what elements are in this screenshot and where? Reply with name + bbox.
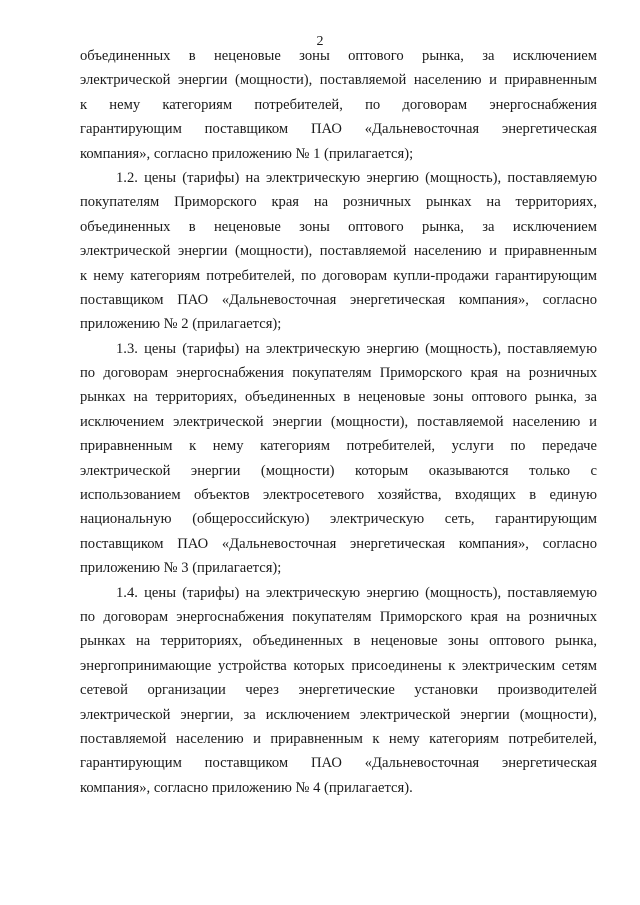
text-line: гарантирующим поставщиком ПАО «Дальневосточная энергетическая [80,121,597,138]
text-line: объединенных в неценовые зоны оптового рынка, за исключением [80,48,597,64]
text-line: 1.2. цены (тарифы) на электрическую энергию (мощность), поставляемую [116,169,597,186]
text-line: электрической энергии (мощности), поставляемой населению и приравненным [80,72,597,89]
text-line: 1.3. цены (тарифы) на электрическую энергию (мощность), поставляемую [116,340,597,357]
text-line: гарантирующим поставщиком ПАО «Дальневосточная энергетическая [80,755,597,772]
text-line: поставщиком ПАО «Дальневосточная энергетическая компания», согласно [80,291,597,308]
text-line: компания», согласно приложению № 1 (прилагается); [80,145,414,162]
document-body [80,44,597,800]
paragraph-1-2 [80,166,597,337]
text-line: приложению № 3 (прилагается); [80,560,282,577]
text-line: поставляемой населению и приравненным к нему категориям потребителей, [80,730,597,747]
text-line: компания», согласно приложению № 4 (прилагается). [80,779,413,796]
text-line: по договорам энергоснабжения покупателям Приморского края на розничных [80,365,597,382]
text-line: по договорам энергоснабжения покупателям Приморского края на розничных [80,608,597,625]
text-line: электрической энергии (мощности) которым оказываются только с [80,462,597,479]
text-line: 1.4. цены (тарифы) на электрическую энергию (мощность), поставляемую [116,584,597,601]
text-line: сетевой организации через энергетические установки производителей [80,682,597,699]
text-line: приложению № 2 (прилагается); [80,316,282,333]
text-line: электрической энергии, за исключением электрической энергии (мощности), [80,706,597,723]
page-number: 2 [316,34,324,49]
text-line: к нему категориям потребителей, по договорам энергоснабжения [80,96,597,113]
text-line: исключением электрической энергии (мощности), поставляемой населению и [80,413,597,430]
text-line: приравненным к нему категориям потребителей, услуги по передаче [80,438,597,455]
text-line: к нему категориям потребителей, по договорам купли-продажи гарантирующим [80,267,597,284]
paragraph-1-4 [80,581,597,801]
paragraph-1-3 [80,337,597,581]
text-line: рынках на территориях, объединенных в неценовые зоны оптового рынка, [80,633,597,650]
text-line: рынках на территориях, объединенных в неценовые зоны оптового рынка, за [80,389,597,406]
text-line: электрической энергии (мощности), поставляемой населению и приравненным [80,243,597,260]
text-line: объединенных в неценовые зоны оптового рынка, за исключением [80,218,597,235]
text-line: покупателям Приморского края на розничных рынках на территориях, [80,194,597,211]
text-line: энергопринимающие устройства которых присоединены к электрическим сетям [80,657,597,674]
text-line: использованием объектов электросетевого хозяйства, входящих в единую [80,487,597,504]
text-line: поставщиком ПАО «Дальневосточная энергетическая компания», согласно [80,535,597,552]
text-line: национальную (общероссийскую) электрическую сеть, гарантирующим [80,511,597,528]
paragraph-1-1-continuation [80,44,597,166]
